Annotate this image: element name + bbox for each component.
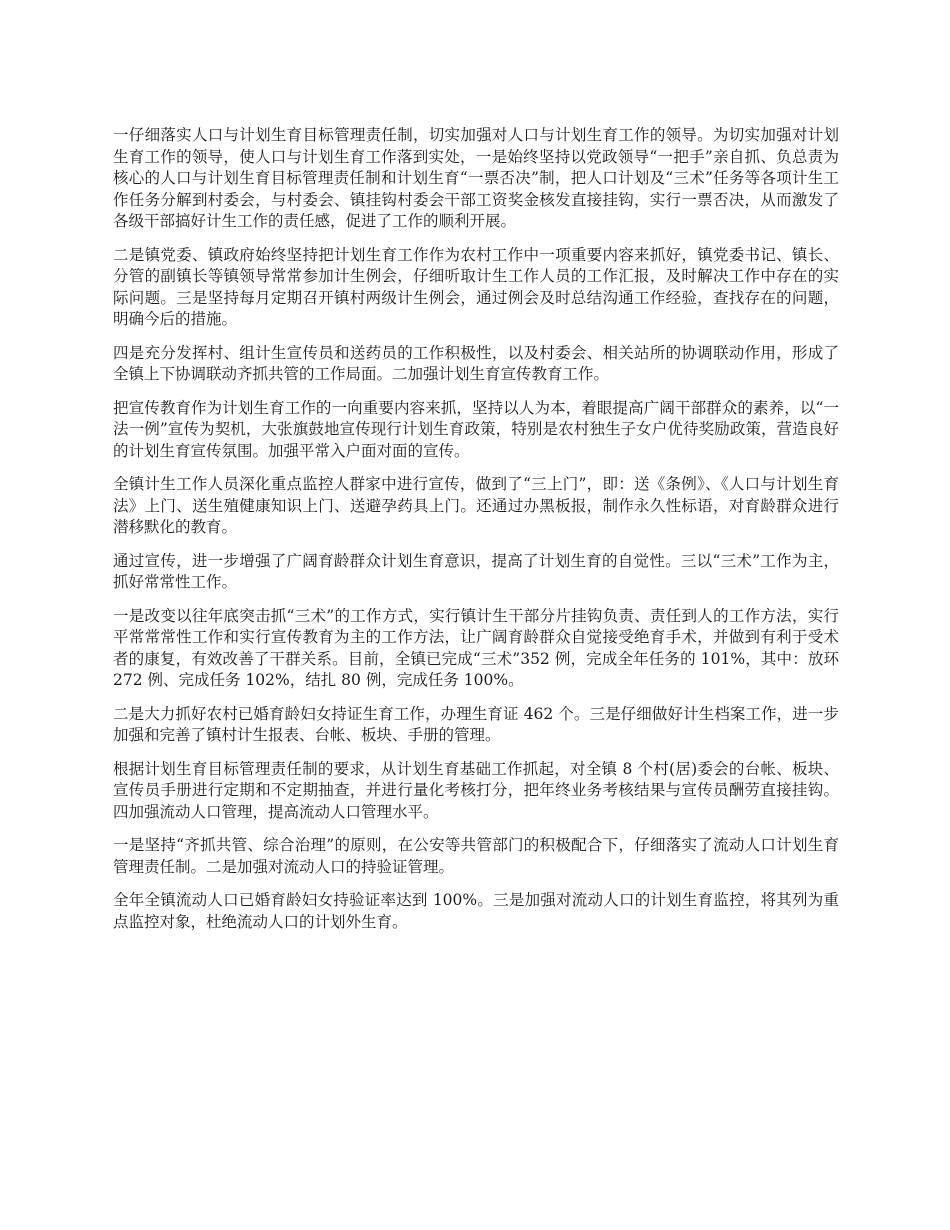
- paragraph-7: 一是改变以往年底突击抓“三术”的工作方式，实行镇计生干部分片挂钩负责、责任到人的工作方法，实行平常常常性工作和实行宣传教育为主的工作方法，让广阔育龄群众自觉接受绝育手术，并做到有利于受术者的康复，有效改善了干群关系。目前，全镇已完成“三术”352 例，完成全年任务的 101%，其中：放环 272 例、完成任务 102%，结扎 80 例，完成任务 100%。: [113, 606, 839, 689]
- paragraph-3: 四是充分发挥村、组计生宣传员和送药员的工作积极性，以及村委会、相关站所的协调联动作用，形成了全镇上下协调联动齐抓共管的工作局面。二加强计划生育宣传教育工作。: [113, 343, 839, 383]
- paragraph-11: 全年全镇流动人口已婚育龄妇女持验证率达到 100%。三是加强对流动人口的计划生育监控，将其列为重点监控对象，杜绝流动人口的计划外生育。: [113, 891, 839, 931]
- paragraph-5: 全镇计生工作人员深化重点监控人群家中进行宣传，做到了“三上门”，即：送《条例》、《人口与计划生育法》上门、送生殖健康知识上门、送避孕药具上门。还通过办黑板报，制作永久性标语，对育龄群众进行潜移默化的教育。: [113, 475, 839, 536]
- paragraph-6: 通过宣传，进一步增强了广阔育龄群众计划生育意识，提高了计划生育的自觉性。三以“三术”工作为主，抓好常常性工作。: [113, 551, 839, 591]
- paragraph-10: 一是坚持“齐抓共管、综合治理”的原则，在公安等共管部门的积极配合下，仔细落实了流动人口计划生育管理责任制。二是加强对流动人口的持验证管理。: [113, 836, 839, 876]
- paragraph-1: 一仔细落实人口与计划生育目标管理责任制，切实加强对人口与计划生育工作的领导。为切实加强对计划生育工作的领导，使人口与计划生育工作落到实处，一是始终坚持以党政领导“一把手”亲自抓、负总责为核心的人口与计划生育目标管理责任制和计划生育“一票否决”制，把人口计划及“三术”任务等各项计生工作任务分解到村委会，与村委会、镇挂钩村委会干部工资奖金核发直接挂钩，实行一票否决，从而激发了各级干部搞好计生工作的责任感，促进了工作的顺利开展。: [113, 126, 839, 230]
- paragraph-9: 根据计划生育目标管理责任制的要求，从计划生育基础工作抓起，对全镇 8 个村(居)委会的台帐、板块、宣传员手册进行定期和不定期抽查，并进行量化考核打分，把年终业务考核结果与宣传员酬劳直接挂钩。四加强流动人口管理，提高流动人口管理水平。: [113, 759, 839, 821]
- paragraph-2: 二是镇党委、镇政府始终坚持把计划生育工作作为农村工作中一项重要内容来抓好，镇党委书记、镇长、分管的副镇长等镇领导常常参加计生例会，仔细听取计生工作人员的工作汇报，及时解决工作中存在的实际问题。三是坚持每月定期召开镇村两级计生例会，通过例会及时总结沟通工作经验，查找存在的问题，明确今后的措施。: [113, 245, 839, 328]
- paragraph-8: 二是大力抓好农村已婚育龄妇女持证生育工作，办理生育证 462 个。三是仔细做好计生档案工作，进一步加强和完善了镇村计生报表、台帐、板块、手册的管理。: [113, 704, 839, 744]
- document-page: [113, 125, 839, 945]
- paragraph-4: 把宣传教育作为计划生育工作的一向重要内容来抓，坚持以人为本，着眼提高广阔干部群众的素养，以“一法一例”宣传为契机，大张旗鼓地宣传现行计划生育政策，特别是农村独生子女户优待奖励政策，营造良好的计划生育宣传氛围。加强平常入户面对面的宣传。: [113, 398, 839, 460]
